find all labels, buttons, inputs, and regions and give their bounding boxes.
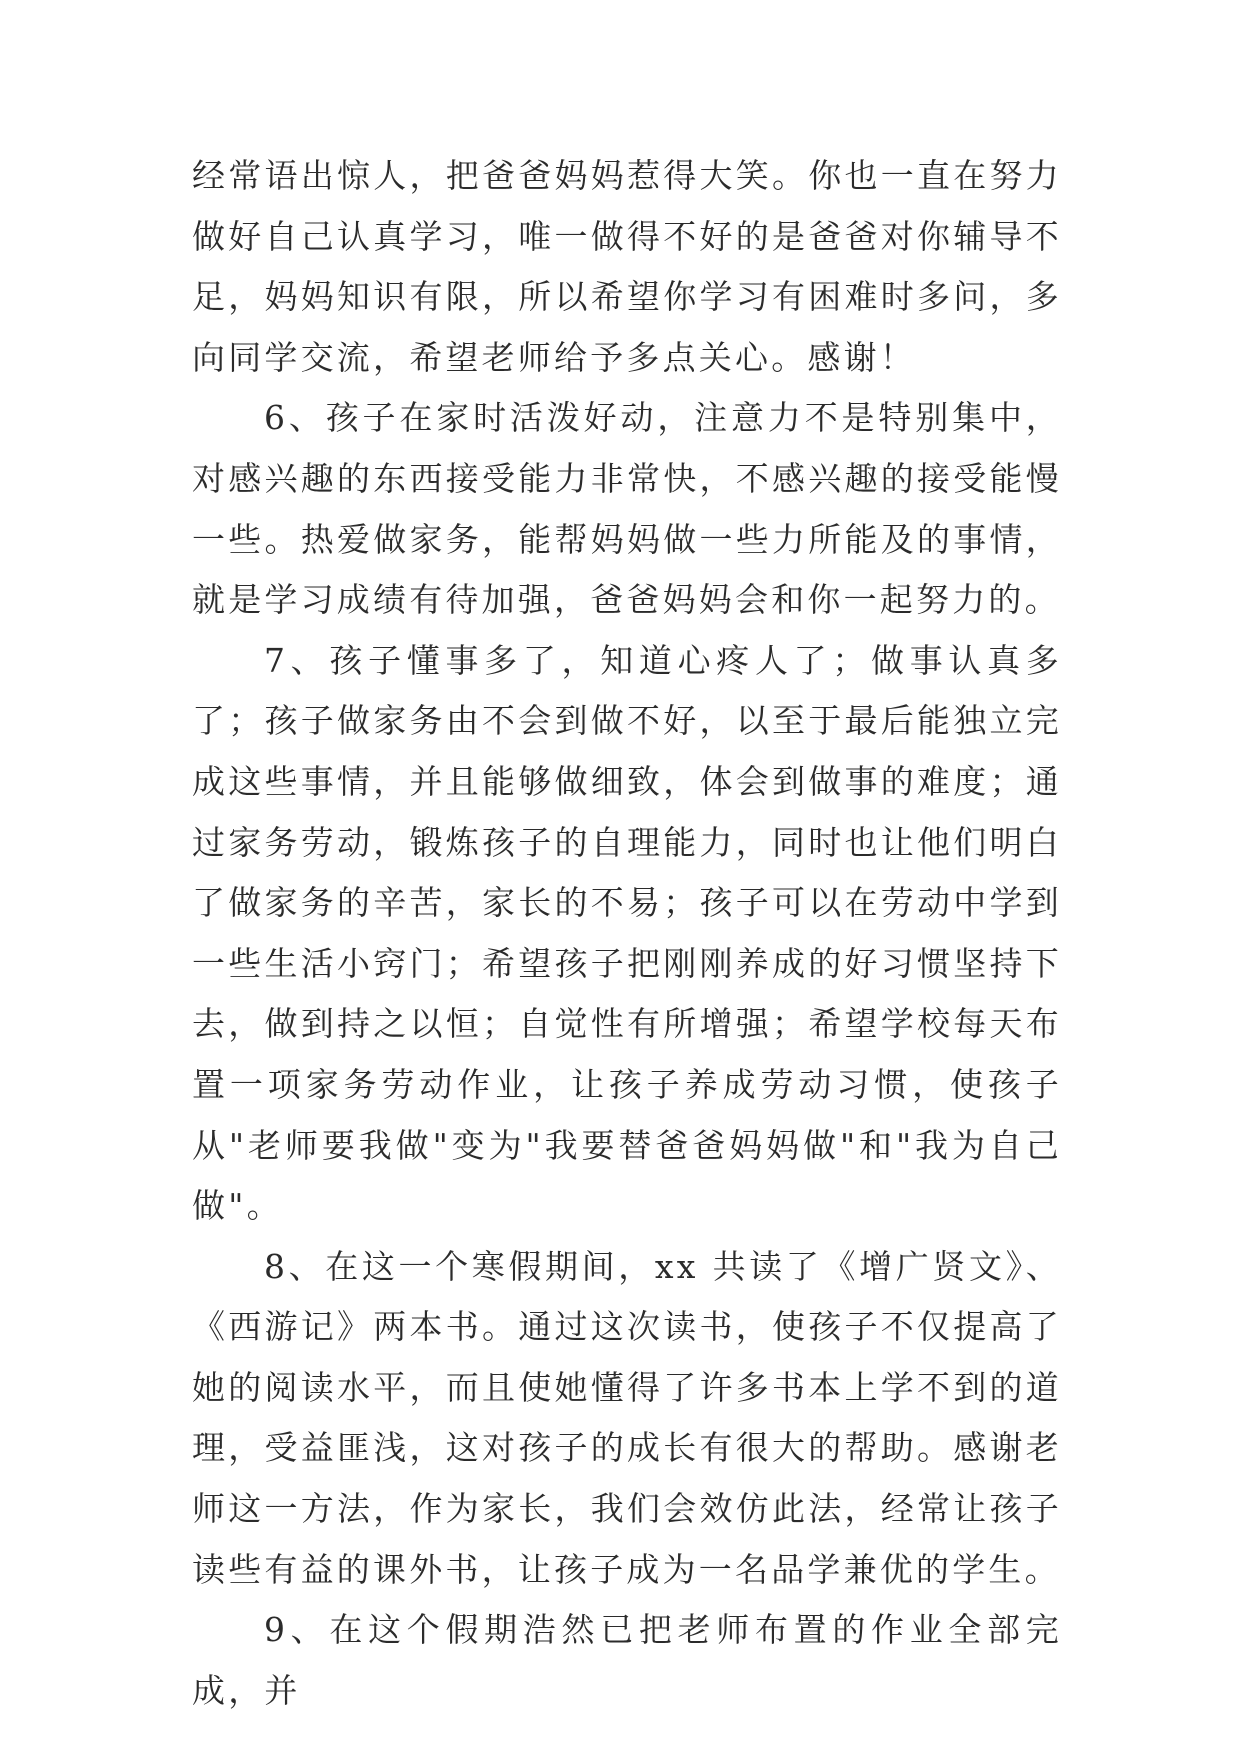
document-body [192,146,1062,1721]
paragraph-item-8: 8、在这一个寒假期间，xx 共读了《增广贤文》、《西游记》两本书。通过这次读书，使孩子不仅提高了她的阅读水平，而且使她懂得了许多书本上学不到的道理，受益匪浅，这对孩子的成长有很大的帮助。感谢老师这一方法，作为家长，我们会效仿此法，经常让孩子读些有益的课外书，让孩子成为一名品学兼优的学生。 [192,1246,1062,1589]
paragraph-item-6: 6、孩子在家时活泼好动，注意力不是特别集中，对感兴趣的东西接受能力非常快，不感兴趣的接受能慢一些。热爱做家务，能帮妈妈做一些力所能及的事情，就是学习成绩有待加强，爸爸妈妈会和你一起努力的。 [192,398,1062,620]
paragraph-item-7: 7、孩子懂事多了，知道心疼人了；做事认真多了；孩子做家务由不会到做不好，以至于最后能独立完成这些事情，并且能够做细致，体会到做事的难度；通过家务劳动，锻炼孩子的自理能力，同时也让他们明白了做家务的辛苦，家长的不易；孩子可以在劳动中学到一些生活小窍门；希望孩子把刚刚养成的好习惯坚持下去，做到持之以恒；自觉性有所增强；希望学校每天布置一项家务劳动作业，让孩子养成劳动习惯，使孩子从"老师要我做"变为"我要替爸爸妈妈做"和"我为自己做"。 [192,640,1062,1226]
paragraph-continuation: 经常语出惊人，把爸爸妈妈惹得大笑。你也一直在努力做好自己认真学习，唯一做得不好的是爸爸对你辅导不足，妈妈知识有限，所以希望你学习有困难时多问，多向同学交流，希望老师给予多点关心。感谢！ [192,156,1062,377]
paragraph-item-9: 9、在这个假期浩然已把老师布置的作业全部完成，并 [192,1610,1062,1710]
